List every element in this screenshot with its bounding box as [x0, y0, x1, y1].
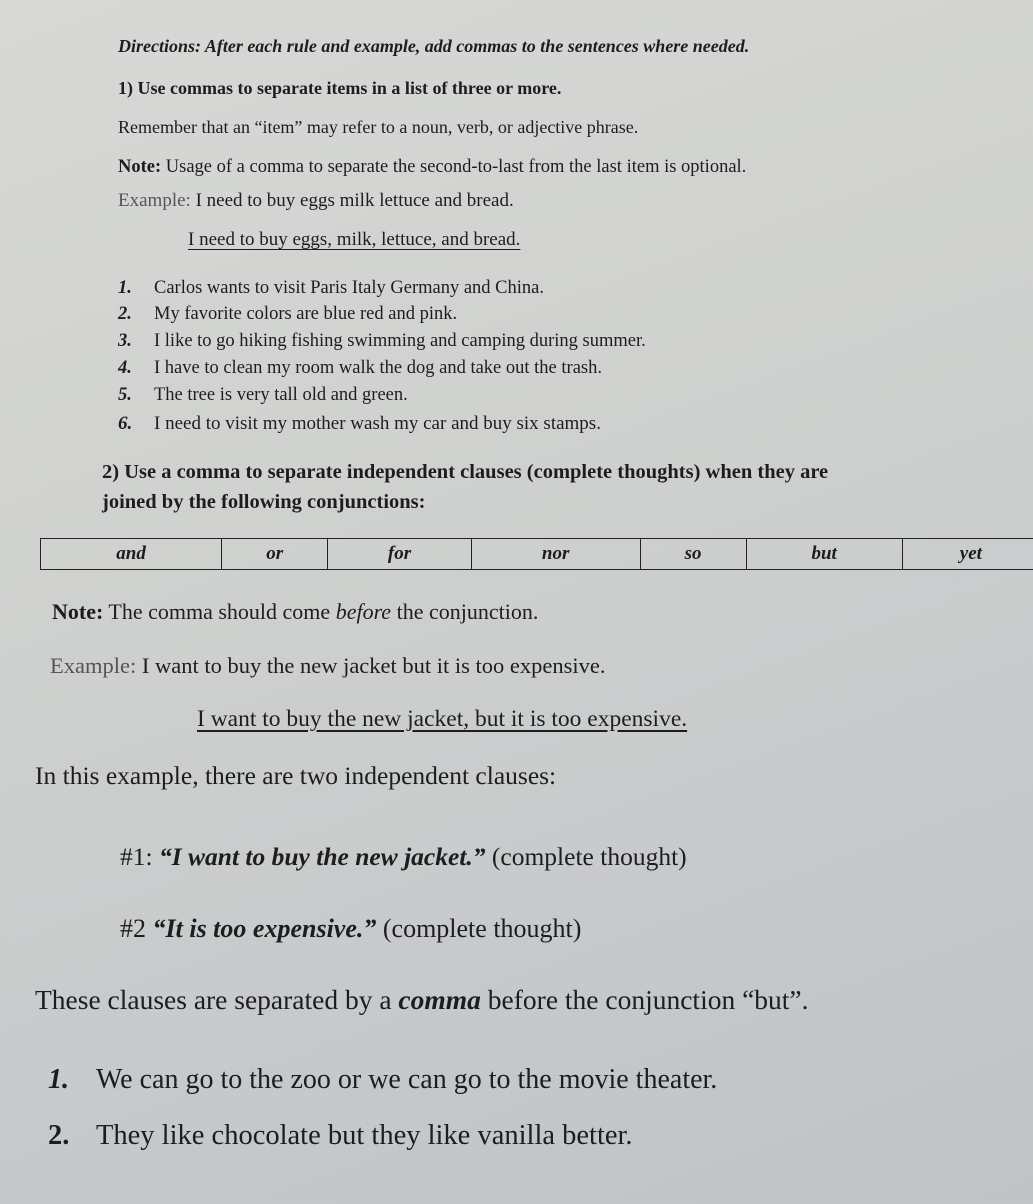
- rule1-note: [118, 157, 746, 178]
- conjunction-cell: for: [328, 539, 472, 570]
- rule2-note: Note: The comma should come before the conjunction.: [52, 599, 539, 624]
- example-label: Example:: [118, 190, 191, 211]
- conjunction-cell: and: [41, 539, 222, 570]
- example-text: I need to buy eggs milk lettuce and bread.: [190, 190, 514, 211]
- conjunction-cell: or: [222, 539, 328, 570]
- exercise-item: 1. Carlos wants to visit Paris Italy Germany and China.: [118, 278, 544, 298]
- rule2-corrected-example: I want to buy the new jacket, but it is too expensive.: [197, 706, 688, 732]
- rule1-corrected-example: I need to buy eggs, milk, lettuce, and bread.: [188, 229, 521, 250]
- explanation: In this example, there are two independent clauses:: [35, 761, 557, 790]
- directions: Directions: After each rule and example, add commas to the sentences where needed.: [118, 36, 750, 56]
- rule2-example: Example: I want to buy the new jacket but it is too expensive.: [50, 653, 606, 678]
- exercise-item: 6. I need to visit my mother wash my car and buy six stamps.: [118, 413, 601, 434]
- exercise-item: 3. I like to go hiking fishing swimming and camping during summer.: [118, 331, 646, 351]
- conjunction-cell: but: [746, 539, 902, 570]
- rule1-remember: Remember that an “item” may refer to a noun, verb, or adjective phrase.: [118, 117, 639, 137]
- conjunction-cell: nor: [471, 539, 640, 570]
- exercise-item: 2. My favorite colors are blue red and pink.: [118, 304, 458, 324]
- exercise-item: 1. We can go to the zoo or we can go to the movie theater.: [48, 1064, 718, 1095]
- conjunction-cell: so: [640, 539, 746, 570]
- exercise-item: 2. They like chocolate but they like vanilla better.: [48, 1120, 633, 1151]
- note-label: Note:: [118, 157, 162, 177]
- rule2-heading-line1: 2) Use a comma to separate independent clauses (complete thoughts) when they are: [102, 461, 829, 483]
- clause-1: #1: “I want to buy the new jacket.” (complete thought): [120, 842, 687, 871]
- rule2-heading-line2: joined by the following conjunctions:: [102, 491, 426, 513]
- exercise-item: 5. The tree is very tall old and green.: [118, 385, 408, 405]
- conjunction-cell: yet: [902, 539, 1033, 570]
- clause-2: #2 “It is too expensive.” (complete thought): [120, 914, 582, 943]
- exercise-item: 4. I have to clean my room walk the dog and take out the trash.: [118, 358, 602, 378]
- conjunctions-table: [40, 538, 1033, 570]
- rule1-example: [118, 190, 514, 212]
- note-text: Usage of a comma to separate the second-to-last from the last item is optional.: [161, 157, 747, 177]
- summary: These clauses are separated by a comma before the conjunction “but”.: [35, 984, 809, 1015]
- rule1-heading: 1) Use commas to separate items in a list of three or more.: [118, 78, 562, 98]
